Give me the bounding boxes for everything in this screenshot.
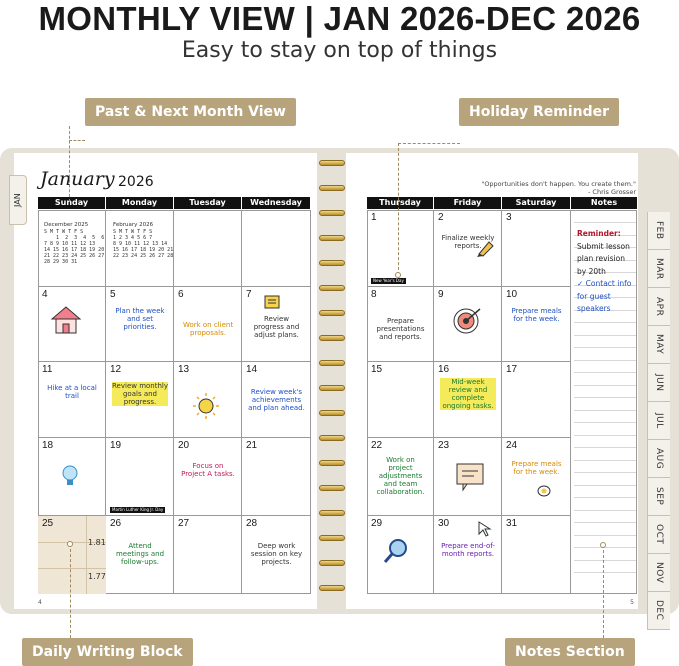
day-note: Review monthly goals and progress. bbox=[112, 382, 169, 406]
notes-rule bbox=[574, 347, 636, 348]
calendar-cell[interactable] bbox=[242, 210, 311, 287]
day-number: 9 bbox=[438, 289, 444, 300]
notes-rule bbox=[574, 447, 636, 448]
day-number: 22 bbox=[371, 440, 383, 451]
sun-icon bbox=[192, 392, 220, 420]
day-number: 21 bbox=[246, 440, 258, 451]
spiral-coil bbox=[319, 460, 345, 466]
notes-rule bbox=[574, 385, 636, 386]
day-number: 13 bbox=[178, 364, 190, 375]
notes-rule bbox=[574, 360, 636, 361]
notes-rule bbox=[574, 560, 636, 561]
notes-rule bbox=[574, 460, 636, 461]
header-notes: Notes bbox=[571, 197, 637, 209]
mini-calendar-row: 1 2 3 4 5 6 bbox=[44, 235, 105, 241]
spiral-coil bbox=[319, 360, 345, 366]
notes-rule bbox=[574, 410, 636, 411]
mini-calendar-title: February 2026 bbox=[113, 222, 154, 228]
notes-rule bbox=[574, 335, 636, 336]
day-number: 16 bbox=[438, 364, 450, 375]
tab-feb[interactable]: FEB bbox=[647, 212, 670, 250]
notes-rule bbox=[574, 535, 636, 536]
day-note: Finalize weekly reports. bbox=[441, 234, 495, 250]
reminder-note bbox=[577, 228, 637, 316]
leader-daily-block-dot bbox=[67, 541, 73, 547]
day-note: Prepare meals for the week. bbox=[511, 307, 562, 323]
day-number: 25 bbox=[42, 518, 54, 529]
mini-calendar-row: 21 22 23 24 25 26 27 bbox=[44, 253, 105, 259]
tab-jun[interactable]: JUN bbox=[647, 364, 670, 402]
notes-rule bbox=[574, 222, 636, 223]
day-note: Work on project adjustments and team collaboration. bbox=[376, 456, 425, 496]
mini-calendar-row: 28 29 30 31 bbox=[44, 259, 78, 265]
day-note: Hike at a local trail bbox=[47, 384, 97, 400]
page-number-left: 4 bbox=[38, 599, 42, 606]
mini-calendar-row: 14 15 16 17 18 19 20 bbox=[44, 247, 105, 253]
mini-calendar-row: 1 2 3 4 5 6 7 bbox=[113, 235, 153, 241]
header-sunday: Sunday bbox=[38, 197, 105, 209]
day-number: 5 bbox=[110, 289, 116, 300]
spiral-coil bbox=[319, 435, 345, 441]
mini-calendar-row: 15 16 17 18 19 20 21 bbox=[113, 247, 174, 253]
day-number: 12 bbox=[110, 364, 122, 375]
reminder-line: by 20th bbox=[577, 266, 606, 276]
pencil-icon bbox=[475, 238, 495, 258]
day-number: 29 bbox=[371, 518, 383, 529]
mini-calendar-december bbox=[44, 222, 104, 265]
leader-notes bbox=[603, 545, 604, 638]
writing-block-value: 1.81 bbox=[88, 538, 106, 547]
tab-may[interactable]: MAY bbox=[647, 326, 670, 364]
leader-holiday bbox=[398, 143, 399, 275]
calendar-cell[interactable] bbox=[502, 210, 571, 287]
day-note: Prepare end-of-month reports. bbox=[441, 542, 495, 558]
month-tabs bbox=[647, 212, 669, 630]
day-number: 27 bbox=[178, 518, 190, 529]
notes-rule bbox=[574, 322, 636, 323]
writing-block-value: 1.77 bbox=[88, 572, 106, 581]
day-note: Mid-week review and complete ongoing tasks. bbox=[440, 378, 496, 410]
spiral-coil bbox=[319, 510, 345, 516]
spiral-coil bbox=[319, 185, 345, 191]
tab-apr[interactable]: APR bbox=[647, 288, 670, 326]
spiral-coil bbox=[319, 410, 345, 416]
header-thursday: Thursday bbox=[367, 197, 433, 209]
holiday-label: New Year's Day bbox=[373, 278, 404, 283]
house-icon bbox=[50, 305, 82, 335]
tab-nov[interactable]: NOV bbox=[647, 554, 670, 592]
header-tuesday: Tuesday bbox=[174, 197, 241, 209]
spiral-coil bbox=[319, 385, 345, 391]
day-number: 1 bbox=[371, 212, 377, 223]
page-number-right: 5 bbox=[630, 599, 634, 606]
reminder-line: for guest bbox=[577, 291, 611, 301]
tab-jul[interactable]: JUL bbox=[647, 402, 670, 440]
lightbulb-icon bbox=[57, 462, 83, 490]
calendar-cell[interactable] bbox=[174, 210, 242, 287]
callout-past-next-month: Past & Next Month View bbox=[85, 98, 296, 126]
day-number: 15 bbox=[371, 364, 383, 375]
spiral-coil bbox=[319, 235, 345, 241]
spiral-coil bbox=[319, 560, 345, 566]
day-note: Attend meetings and follow-ups. bbox=[115, 542, 165, 566]
notes-rule bbox=[574, 397, 636, 398]
tab-jan[interactable]: JAN bbox=[9, 175, 27, 225]
tab-dec[interactable]: DEC bbox=[647, 592, 670, 630]
reminder-line-text: Contact info bbox=[585, 279, 632, 288]
mini-calendar-row: 8 9 10 11 12 13 14 bbox=[113, 241, 168, 247]
reminder-line: Submit lesson bbox=[577, 241, 630, 251]
day-number: 7 bbox=[246, 289, 252, 300]
holiday-label: Martin Luther King Jr. Day bbox=[112, 507, 164, 512]
leader-holiday-h bbox=[398, 143, 460, 144]
leader-daily-block bbox=[70, 544, 71, 638]
header-monday: Monday bbox=[106, 197, 173, 209]
notes-rule bbox=[574, 472, 636, 473]
tab-sep[interactable]: SEP bbox=[647, 478, 670, 516]
callout-daily-writing-block: Daily Writing Block bbox=[22, 638, 193, 666]
day-number: 11 bbox=[42, 364, 53, 375]
magnifier-icon bbox=[382, 536, 414, 568]
reminder-title: Reminder: bbox=[577, 229, 621, 238]
spiral-coil bbox=[319, 310, 345, 316]
day-number: 31 bbox=[506, 518, 518, 529]
notes-rule bbox=[574, 435, 636, 436]
tab-mar[interactable]: MAR bbox=[647, 250, 670, 288]
day-number: 6 bbox=[178, 289, 184, 300]
spiral-coil bbox=[319, 285, 345, 291]
day-note: Deep work session on key projects. bbox=[250, 542, 303, 566]
spiral-coil bbox=[319, 585, 345, 591]
day-note: Review progress and adjust plans. bbox=[253, 315, 300, 339]
notes-rule bbox=[574, 522, 636, 523]
notepad-icon bbox=[263, 294, 281, 310]
spiral-coil bbox=[319, 335, 345, 341]
mini-calendar-row: 7 8 9 10 11 12 13 bbox=[44, 241, 96, 247]
mini-calendar-row: 22 23 24 25 26 27 28 bbox=[113, 253, 174, 259]
notes-rule bbox=[574, 422, 636, 423]
mini-calendar-february bbox=[113, 222, 173, 259]
header-wednesday: Wednesday bbox=[242, 197, 310, 209]
spiral-coil bbox=[319, 260, 345, 266]
day-note: Review week's achievements and plan ahead. bbox=[248, 388, 305, 412]
writing-block-rule bbox=[38, 568, 106, 569]
quote-text: "Opportunities don't happen. You create them." bbox=[481, 180, 636, 188]
leader-past-next bbox=[69, 126, 70, 202]
day-number: 23 bbox=[438, 440, 450, 451]
day-note: Focus on Project A tasks. bbox=[181, 462, 235, 478]
day-number: 2 bbox=[438, 212, 444, 223]
day-number: 14 bbox=[246, 364, 258, 375]
speech-bubble-icon bbox=[455, 462, 487, 492]
leader-past-next-h bbox=[69, 140, 85, 141]
day-note: Prepare meals for the week. bbox=[511, 460, 562, 476]
quote bbox=[380, 180, 636, 196]
day-number: 4 bbox=[42, 289, 48, 300]
day-number: 20 bbox=[178, 440, 190, 451]
day-number: 3 bbox=[506, 212, 512, 223]
day-number: 28 bbox=[246, 518, 258, 529]
notes-rule bbox=[574, 572, 636, 573]
day-note: Prepare presentations and reports. bbox=[376, 317, 425, 341]
headline: MONTHLY VIEW | JAN 2026-DEC 2026 bbox=[38, 0, 641, 37]
reminder-line: speakers bbox=[577, 304, 611, 313]
day-number: 19 bbox=[110, 440, 122, 451]
callout-notes-section: Notes Section bbox=[505, 638, 635, 666]
notes-rule bbox=[574, 497, 636, 498]
leader-holiday-dot bbox=[395, 272, 401, 278]
month-year: 2026 bbox=[118, 174, 154, 190]
spiral-coil bbox=[319, 160, 345, 166]
day-number: 10 bbox=[506, 289, 518, 300]
callout-holiday-reminder: Holiday Reminder bbox=[459, 98, 619, 126]
day-note: Work on client proposals. bbox=[182, 321, 234, 337]
egg-icon bbox=[537, 484, 551, 498]
tab-oct[interactable]: OCT bbox=[647, 516, 670, 554]
reminder-line: ✓ Contact info bbox=[577, 279, 632, 288]
header-saturday: Saturday bbox=[502, 197, 570, 209]
day-note: Plan the week and set priorities. bbox=[115, 307, 165, 331]
notes-rule bbox=[574, 372, 636, 373]
day-number: 24 bbox=[506, 440, 518, 451]
reminder-line: plan revision bbox=[577, 254, 625, 263]
day-number: 17 bbox=[506, 364, 518, 375]
subheadline: Easy to stay on top of things bbox=[181, 38, 498, 63]
quote-author: - Chris Grosser bbox=[588, 188, 636, 196]
spiral-coil bbox=[319, 210, 345, 216]
mini-calendar-weekdays: S M T W T F S bbox=[44, 229, 84, 235]
tab-aug[interactable]: AUG bbox=[647, 440, 670, 478]
day-number: 26 bbox=[110, 518, 122, 529]
notes-rule bbox=[574, 510, 636, 511]
month-title: January bbox=[40, 168, 115, 190]
day-number: 8 bbox=[371, 289, 377, 300]
mini-calendar-weekdays: S M T W T F S bbox=[113, 229, 153, 235]
day-number: 18 bbox=[42, 440, 54, 451]
mini-calendar-title: December 2025 bbox=[44, 222, 89, 228]
writing-block-divider bbox=[86, 516, 87, 594]
cursor-icon bbox=[477, 520, 493, 538]
leader-notes-dot bbox=[600, 542, 606, 548]
spiral-coil bbox=[319, 485, 345, 491]
header-friday: Friday bbox=[434, 197, 501, 209]
notes-rule bbox=[574, 485, 636, 486]
target-icon bbox=[450, 305, 486, 335]
day-number: 30 bbox=[438, 518, 450, 529]
spiral-coil bbox=[319, 535, 345, 541]
